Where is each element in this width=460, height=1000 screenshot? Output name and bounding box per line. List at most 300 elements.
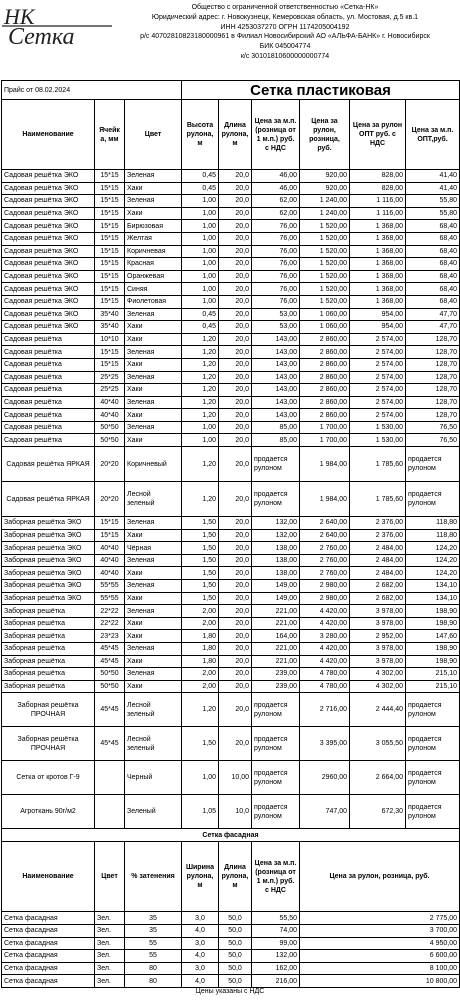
- table-cell: 4 302,00: [350, 680, 406, 693]
- table-cell: 35*40: [95, 308, 125, 321]
- table-cell: Зел.: [95, 937, 125, 950]
- col-header: Цена за рулон, розница, руб.: [300, 842, 460, 912]
- table-cell: 2 682,00: [350, 580, 406, 593]
- table-cell: 76,00: [252, 283, 300, 296]
- table-cell: 40*40: [95, 396, 125, 409]
- table-cell: Желтая: [125, 232, 182, 245]
- table-cell: Садовая решётка: [2, 333, 95, 346]
- table-cell: Красная: [125, 258, 182, 271]
- table-cell: 1 368,00: [350, 283, 406, 296]
- table-cell: 10 800,00: [300, 975, 460, 988]
- table-cell: продается рулоном: [406, 693, 460, 727]
- table-cell: продается рулоном: [406, 727, 460, 761]
- table-cell: 118,80: [406, 529, 460, 542]
- table-cell: продается рулоном: [252, 761, 300, 795]
- table-cell: 2,00: [182, 668, 219, 681]
- table-cell: 2 775,00: [300, 912, 460, 925]
- table-cell: 1,00: [182, 283, 219, 296]
- table-cell: 138,00: [252, 554, 300, 567]
- table-cell: 124,20: [406, 554, 460, 567]
- table-cell: 143,00: [252, 371, 300, 384]
- table-cell: 20,0: [219, 270, 252, 283]
- table-row: [2, 727, 460, 761]
- table-cell: Сетка фасадная: [2, 937, 95, 950]
- table-cell: продается рулоном: [406, 482, 460, 517]
- table-cell: 4 302,00: [350, 668, 406, 681]
- col-header: Высота рулона, м: [182, 100, 219, 170]
- table-cell: 954,00: [350, 308, 406, 321]
- table-cell: 68,40: [406, 220, 460, 233]
- table-cell: 20,0: [219, 482, 252, 517]
- table-cell: 1,00: [182, 220, 219, 233]
- table-cell: 1 700,00: [300, 421, 350, 434]
- table-cell: 20,0: [219, 333, 252, 346]
- table-cell: 1 368,00: [350, 232, 406, 245]
- table-cell: Зеленая: [125, 517, 182, 530]
- table-cell: 1,50: [182, 727, 219, 761]
- table-cell: 4 780,00: [300, 680, 350, 693]
- table-row: [2, 258, 460, 271]
- table-cell: 50,0: [219, 937, 252, 950]
- table-cell: 4,0: [182, 975, 219, 988]
- table-row: [2, 245, 460, 258]
- table-cell: 85,00: [252, 421, 300, 434]
- table-cell: Садовая решётка ЭКО: [2, 207, 95, 220]
- table-row: [2, 962, 460, 975]
- table-cell: 2 574,00: [350, 358, 406, 371]
- table-cell: 143,00: [252, 333, 300, 346]
- table-cell: 20,0: [219, 693, 252, 727]
- table-cell: Заборная решётка: [2, 630, 95, 643]
- col-header: Цвет: [125, 100, 182, 170]
- table-cell: продается рулоном: [252, 795, 300, 829]
- table-cell: 2 980,00: [300, 580, 350, 593]
- table-cell: 45*45: [95, 727, 125, 761]
- table-row: [2, 295, 460, 308]
- table-cell: 1,00: [182, 270, 219, 283]
- table-cell: 4 420,00: [300, 643, 350, 656]
- table-cell: Бирюзовая: [125, 220, 182, 233]
- company-line: р/с 40702810823180000961 в Филиал Новосибирский АО «АЛЬФА-БАНК» г. Новосибирск: [140, 33, 430, 41]
- table-cell: Агроткань 90г/м2: [2, 795, 95, 829]
- table-cell: 920,00: [300, 170, 350, 183]
- table-cell: 1 240,00: [300, 207, 350, 220]
- table-cell: Коричневая: [125, 245, 182, 258]
- table-cell: 2 860,00: [300, 409, 350, 422]
- table-cell: Лесной зеленый: [125, 693, 182, 727]
- table-cell: 1,00: [182, 232, 219, 245]
- table-cell: 6 600,00: [300, 950, 460, 963]
- col-header: Наименование: [2, 100, 95, 170]
- table-cell: 50,0: [219, 950, 252, 963]
- table-cell: Чёрная: [125, 542, 182, 555]
- table-cell: 55,50: [252, 912, 300, 925]
- table-cell: 1,50: [182, 529, 219, 542]
- table-cell: Заборная решётка: [2, 617, 95, 630]
- table-cell: 1,00: [182, 258, 219, 271]
- table-cell: 80: [125, 962, 182, 975]
- table-cell: 2 860,00: [300, 384, 350, 397]
- table-cell: Зеленая: [125, 371, 182, 384]
- table-cell: Садовая решётка ЭКО: [2, 232, 95, 245]
- table-cell: 53,00: [252, 308, 300, 321]
- table-cell: 15*15: [95, 170, 125, 183]
- table-cell: 1,00: [182, 434, 219, 447]
- table-cell: 1 700,00: [300, 434, 350, 447]
- table-cell: 1 368,00: [350, 220, 406, 233]
- table-cell: 20,0: [219, 220, 252, 233]
- table-cell: 221,00: [252, 617, 300, 630]
- table-row: [2, 333, 460, 346]
- table-cell: продается рулоном: [252, 447, 300, 482]
- table-cell: 15*15: [95, 220, 125, 233]
- table-cell: 15*15: [95, 529, 125, 542]
- table-row: [2, 668, 460, 681]
- table-cell: Садовая решётка: [2, 396, 95, 409]
- table-cell: 0,45: [182, 182, 219, 195]
- table-cell: Хаки: [125, 434, 182, 447]
- table-cell: 2 444,40: [350, 693, 406, 727]
- table-cell: 1,00: [182, 245, 219, 258]
- table-row: [2, 567, 460, 580]
- table-cell: 828,00: [350, 182, 406, 195]
- table-cell: продается рулоном: [252, 727, 300, 761]
- table-cell: 1,20: [182, 333, 219, 346]
- table-cell: 20,0: [219, 195, 252, 208]
- col-header: Цена за рулон, розница, руб.: [300, 100, 350, 170]
- table-row: [2, 232, 460, 245]
- table-row: [2, 409, 460, 422]
- table-cell: 15*15: [95, 517, 125, 530]
- table-cell: 20,0: [219, 617, 252, 630]
- table-cell: 1,50: [182, 592, 219, 605]
- table-cell: 128,70: [406, 333, 460, 346]
- table-cell: 132,00: [252, 517, 300, 530]
- table-cell: 1,20: [182, 482, 219, 517]
- table-cell: 132,00: [252, 950, 300, 963]
- table-cell: 143,00: [252, 409, 300, 422]
- table-cell: 128,70: [406, 346, 460, 359]
- table-cell: 20,0: [219, 567, 252, 580]
- table-cell: 20,0: [219, 207, 252, 220]
- table-cell: 2,00: [182, 605, 219, 618]
- table-cell: 55*55: [95, 580, 125, 593]
- table-cell: 20,0: [219, 182, 252, 195]
- table-cell: Сетка фасадная: [2, 975, 95, 988]
- table-cell: 2 860,00: [300, 333, 350, 346]
- table-cell: 20*20: [95, 482, 125, 517]
- table-cell: Зеленая: [125, 195, 182, 208]
- table-row: [2, 182, 460, 195]
- table-cell: 2,00: [182, 617, 219, 630]
- table-cell: 20,0: [219, 630, 252, 643]
- company-line: Юридический адрес: г. Новокузнецк, Кемеровская область, ул. Мостовая, д.5 кв.1: [151, 13, 419, 21]
- table-cell: 20*20: [95, 447, 125, 482]
- table-cell: 1 368,00: [350, 295, 406, 308]
- table-cell: 55: [125, 950, 182, 963]
- table-cell: 4 950,00: [300, 937, 460, 950]
- table-cell: 85,00: [252, 434, 300, 447]
- table-cell: 2 574,00: [350, 371, 406, 384]
- table-cell: Садовая решётка ЭКО: [2, 321, 95, 334]
- table-cell: 20,0: [219, 245, 252, 258]
- table-cell: 198,90: [406, 655, 460, 668]
- col-header: Длина рулона, м: [219, 842, 252, 912]
- table-cell: 3 978,00: [350, 605, 406, 618]
- table-cell: 2 952,00: [350, 630, 406, 643]
- table-cell: 1,50: [182, 567, 219, 580]
- table-cell: Зел.: [95, 950, 125, 963]
- table-cell: Зеленая: [125, 308, 182, 321]
- table-cell: Зеленая: [125, 643, 182, 656]
- table-cell: продается рулоном: [252, 693, 300, 727]
- table-cell: 40*40: [95, 554, 125, 567]
- table-cell: Зеленая: [125, 554, 182, 567]
- table-cell: 215,10: [406, 680, 460, 693]
- table-cell: Хаки: [125, 617, 182, 630]
- table-cell: 3 978,00: [350, 643, 406, 656]
- table-cell: 46,00: [252, 182, 300, 195]
- table-cell: 40*40: [95, 542, 125, 555]
- table-cell: 2 376,00: [350, 517, 406, 530]
- table-cell: 20,0: [219, 232, 252, 245]
- table-cell: Сетка фасадная: [2, 924, 95, 937]
- table-cell: 15*15: [95, 270, 125, 283]
- table-cell: Садовая решётка ЭКО: [2, 170, 95, 183]
- table-row: [2, 195, 460, 208]
- table-cell: 2 760,00: [300, 542, 350, 555]
- table-cell: 1,50: [182, 554, 219, 567]
- table-cell: Зеленая: [125, 580, 182, 593]
- table-row: [2, 680, 460, 693]
- table-cell: 47,70: [406, 321, 460, 334]
- table-cell: Хаки: [125, 680, 182, 693]
- table-cell: 99,00: [252, 937, 300, 950]
- col-header: Цена за м.п. (розница от 1 м.п.) руб. с НДС: [252, 842, 300, 912]
- table-cell: 2 484,00: [350, 542, 406, 555]
- table-cell: Садовая решётка ЭКО: [2, 283, 95, 296]
- table-cell: 134,10: [406, 592, 460, 605]
- table-cell: Сетка фасадная: [2, 912, 95, 925]
- table-cell: 50*50: [95, 434, 125, 447]
- table-cell: 62,00: [252, 195, 300, 208]
- table-cell: Синяя: [125, 283, 182, 296]
- table-row: [2, 924, 460, 937]
- table-cell: 1,80: [182, 655, 219, 668]
- table-cell: 1 060,00: [300, 308, 350, 321]
- col-header: Цвет: [95, 842, 125, 912]
- table-cell: 198,90: [406, 643, 460, 656]
- table-cell: 3 395,00: [300, 727, 350, 761]
- table-row: [2, 434, 460, 447]
- table-cell: 45*45: [95, 655, 125, 668]
- table-cell: 1 060,00: [300, 321, 350, 334]
- table-cell: 80: [125, 975, 182, 988]
- table-cell: 55*55: [95, 592, 125, 605]
- table-cell: 1 520,00: [300, 295, 350, 308]
- table-cell: 47,70: [406, 308, 460, 321]
- table-cell: Лесной зеленый: [125, 727, 182, 761]
- price-date: Прайс от 08.02.2024: [2, 81, 182, 100]
- table-cell: 143,00: [252, 396, 300, 409]
- table-cell: продается рулоном: [406, 795, 460, 829]
- table-cell: 2 716,00: [300, 693, 350, 727]
- table-cell: 50,0: [219, 962, 252, 975]
- table-cell: 35*40: [95, 321, 125, 334]
- table-cell: 221,00: [252, 655, 300, 668]
- table-cell: 40*40: [95, 409, 125, 422]
- table-row: [2, 283, 460, 296]
- table-cell: 2 484,00: [350, 567, 406, 580]
- table-cell: Садовая решётка ЭКО: [2, 295, 95, 308]
- table-row: [2, 592, 460, 605]
- table-cell: 22*22: [95, 617, 125, 630]
- table-cell: 50,0: [219, 924, 252, 937]
- table-cell: 1,00: [182, 207, 219, 220]
- col-header: Цена за рулон ОПТ руб. с НДС: [350, 100, 406, 170]
- table-cell: 143,00: [252, 346, 300, 359]
- table-cell: 76,00: [252, 245, 300, 258]
- table-cell: 68,40: [406, 270, 460, 283]
- table-row: [2, 384, 460, 397]
- table-cell: 2 640,00: [300, 529, 350, 542]
- table-cell: 215,10: [406, 668, 460, 681]
- table-cell: продается рулоном: [406, 761, 460, 795]
- table-cell: Хаки: [125, 358, 182, 371]
- table-cell: 20,0: [219, 680, 252, 693]
- table-cell: 46,00: [252, 170, 300, 183]
- table-cell: 4 420,00: [300, 605, 350, 618]
- table-cell: 1,00: [182, 761, 219, 795]
- table-cell: Зеленая: [125, 605, 182, 618]
- table-cell: Заборная решётка ЭКО: [2, 567, 95, 580]
- table-cell: 0,45: [182, 170, 219, 183]
- table-row: [2, 761, 460, 795]
- table-cell: 1 984,00: [300, 482, 350, 517]
- table-cell: 143,00: [252, 384, 300, 397]
- table-cell: 118,80: [406, 517, 460, 530]
- table-cell: 198,90: [406, 617, 460, 630]
- table-cell: 15*15: [95, 207, 125, 220]
- table-cell: 20,0: [219, 580, 252, 593]
- table-cell: 20,0: [219, 321, 252, 334]
- table-cell: Садовая решётка: [2, 421, 95, 434]
- table-cell: 1 530,00: [350, 421, 406, 434]
- table-cell: 164,00: [252, 630, 300, 643]
- table-cell: 22*22: [95, 605, 125, 618]
- table-cell: 2 860,00: [300, 346, 350, 359]
- table-cell: Садовая решётка ЭКО: [2, 258, 95, 271]
- table-cell: 162,00: [252, 962, 300, 975]
- table-cell: 1 520,00: [300, 283, 350, 296]
- table-cell: Зеленый: [125, 795, 182, 829]
- table-cell: 1,00: [182, 195, 219, 208]
- table-cell: 76,50: [406, 434, 460, 447]
- table-cell: Хаки: [125, 630, 182, 643]
- table-cell: 55,80: [406, 207, 460, 220]
- table-cell: 1 240,00: [300, 195, 350, 208]
- company-header: [0, 0, 460, 80]
- table-cell: Хаки: [125, 409, 182, 422]
- table-cell: 15*15: [95, 232, 125, 245]
- table-row: [2, 795, 460, 829]
- table-cell: Заборная решётка: [2, 655, 95, 668]
- table-cell: Хаки: [125, 592, 182, 605]
- table-row: [2, 308, 460, 321]
- table-cell: [95, 761, 125, 795]
- table-cell: 1 520,00: [300, 220, 350, 233]
- table-row: [2, 975, 460, 988]
- table-cell: 74,00: [252, 924, 300, 937]
- table-cell: 221,00: [252, 643, 300, 656]
- table-cell: 1,20: [182, 396, 219, 409]
- table-row: [2, 346, 460, 359]
- table-cell: Садовая решётка ЭКО: [2, 220, 95, 233]
- table-cell: 1,20: [182, 358, 219, 371]
- table-cell: 4,0: [182, 950, 219, 963]
- table-cell: Садовая решётка ЭКО: [2, 195, 95, 208]
- page-title: Сетка пластиковая: [182, 81, 460, 100]
- table-cell: 2 484,00: [350, 554, 406, 567]
- table-row: [2, 170, 460, 183]
- table-cell: 15*15: [95, 258, 125, 271]
- table-cell: 1,00: [182, 421, 219, 434]
- table-cell: 1 520,00: [300, 258, 350, 271]
- col-header: Наименование: [2, 842, 95, 912]
- table-cell: 239,00: [252, 668, 300, 681]
- table-cell: 2 574,00: [350, 384, 406, 397]
- col-header: Длина рулона, м: [219, 100, 252, 170]
- table-cell: Зеленая: [125, 421, 182, 434]
- svg-text:Сетка: Сетка: [8, 24, 75, 46]
- table-cell: 76,00: [252, 232, 300, 245]
- table-cell: 138,00: [252, 542, 300, 555]
- table-cell: Садовая решётка ЭКО: [2, 308, 95, 321]
- table-cell: Садовая решётка ЭКО: [2, 270, 95, 283]
- table-cell: Садовая решётка ЭКО: [2, 182, 95, 195]
- table-row: [2, 643, 460, 656]
- table-cell: 672,30: [350, 795, 406, 829]
- table-cell: Хаки: [125, 567, 182, 580]
- table-cell: 20,0: [219, 295, 252, 308]
- section-title-row: [2, 829, 460, 842]
- table-cell: 1,50: [182, 542, 219, 555]
- table-cell: 3,0: [182, 937, 219, 950]
- table-cell: Садовая решётка ЯРКАЯ: [2, 447, 95, 482]
- table-cell: 1 520,00: [300, 270, 350, 283]
- table-cell: 2 574,00: [350, 409, 406, 422]
- table-cell: Садовая решётка: [2, 371, 95, 384]
- table-cell: Фиолетовая: [125, 295, 182, 308]
- table-cell: 1 530,00: [350, 434, 406, 447]
- table-cell: 20,0: [219, 170, 252, 183]
- table-cell: Зел.: [95, 924, 125, 937]
- table-cell: Хаки: [125, 384, 182, 397]
- table-cell: 1,20: [182, 409, 219, 422]
- table-cell: 128,70: [406, 384, 460, 397]
- table-cell: 23*23: [95, 630, 125, 643]
- table-cell: 2 574,00: [350, 396, 406, 409]
- table-cell: 1 984,00: [300, 447, 350, 482]
- table-cell: Садовая решётка: [2, 346, 95, 359]
- table-cell: 3 978,00: [350, 617, 406, 630]
- table-cell: 2 682,00: [350, 592, 406, 605]
- table-cell: 55,80: [406, 195, 460, 208]
- table-cell: 124,20: [406, 542, 460, 555]
- table-cell: 20,0: [219, 283, 252, 296]
- table-cell: Черный: [125, 761, 182, 795]
- table-cell: 3 055,50: [350, 727, 406, 761]
